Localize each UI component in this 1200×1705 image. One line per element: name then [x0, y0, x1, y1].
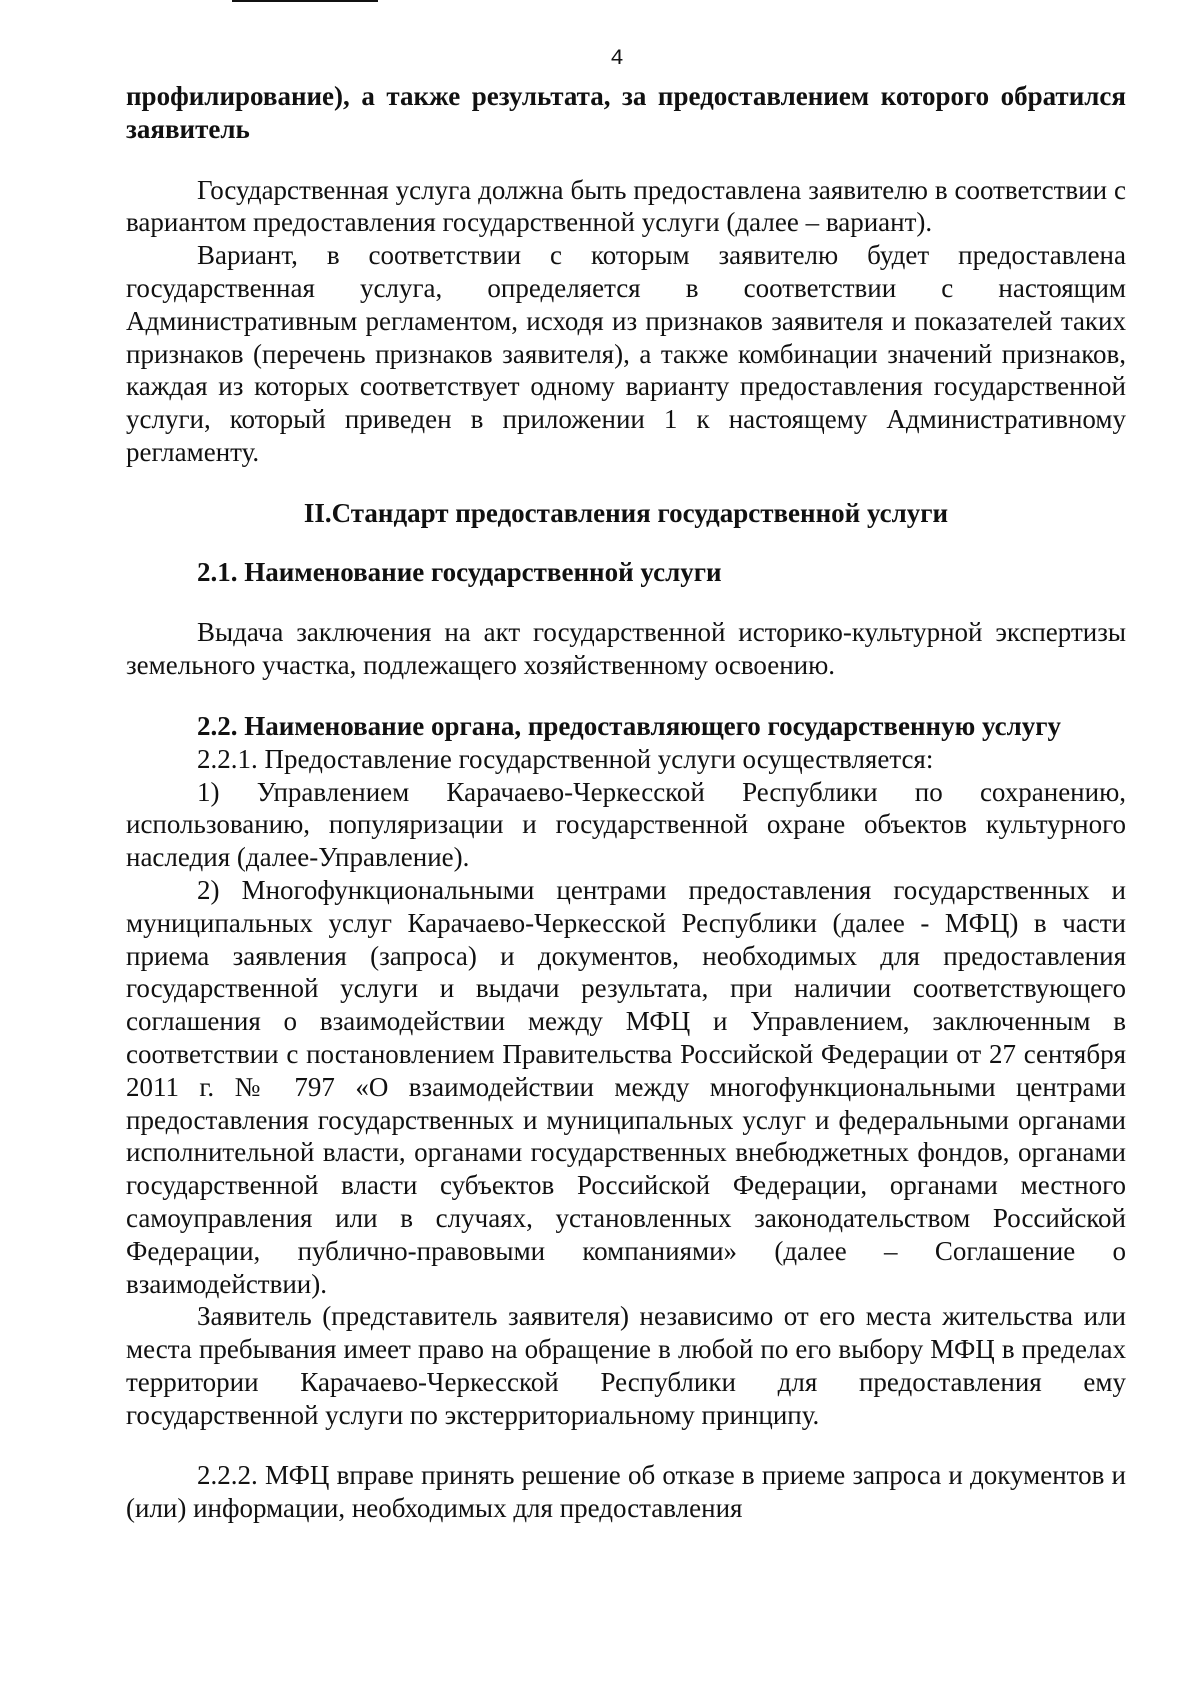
paragraph-2-2-2: 2.2.2. МФЦ вправе принять решение об отказе в приеме запроса и документов и (или) информации, необходимых для предоставления: [126, 1460, 1126, 1524]
page-number: 4: [610, 46, 624, 71]
paragraph-applicant: Заявитель (представитель заявителя) независимо от его места жительства или места пребывания имеет право на обращение в любой по его выбору МФЦ в пределах территории Карачаево-Черкесской Республики для предоставления ему государственной услуги по экстерриториальному принципу.: [126, 1301, 1126, 1430]
paragraph-2-2-1: 2.2.1. Предоставление государственной услуги осуществляется:: [197, 743, 934, 774]
subsection-2-2-heading: 2.2. Наименование органа, предоставляющего государственную услугу: [197, 710, 1062, 741]
paragraph-variant-2: Вариант, в соответствии с которым заявителю будет предоставлена государственная услуга, определяется в соответствии с настоящим Административным регламентом, исходя из признаков заявителя и показателей таких признаков (перечень признаков заявителя), а также комбинации значений признаков, каждая из которых соответствует одному варианту предоставления государственной услуги, который приведен в приложении 1 к настоящему Административному регламенту.: [126, 240, 1126, 467]
document-page: [126, 80, 1126, 1525]
section-title: II.Стандарт предоставления государственной услуги: [303, 497, 949, 528]
paragraph-2-2-1-item-2: 2) Многофункциональными центрами предоставления государственных и муниципальных услуг Карачаево-Черкесской Республики (далее - МФЦ) в части приема заявления (запроса) и документов, необходимых для предоставления государственной услуги и выдачи результата, при наличии соответствующего соглашения о взаимодействии между МФЦ и Управлением, заключенным в соответствии с постановлением Правительства Российской Федерации от 27 сентября 2011 г. № 797 «О взаимодействии между многофункциональными центрами предоставления государственных и муниципальных услуг и федеральными органами исполнительной власти, органами государственных внебюджетных фондов, органами государственной власти субъектов Российской Федерации, органами местного самоуправления или в случаях, установленных законодательством Российской Федерации, публично-правовыми компаниями» (далее – Соглашение о взаимодействии).: [126, 874, 1126, 1299]
paragraph-2-1: Выдача заключения на акт государственной историко-культурной экспертизы земельного участка, подлежащего хозяйственному освоению.: [126, 617, 1126, 681]
subsection-2-1-heading: 2.1. Наименование государственной услуги: [197, 556, 722, 587]
intro-heading: профилирование), а также результата, за предоставлением которого обратился заявитель: [126, 81, 1126, 144]
paragraph-2-2-1-item-1: 1) Управлением Карачаево-Черкесской Республики по сохранению, использованию, популяризации и государственной охране объектов культурного наследия (далее-Управление).: [126, 776, 1126, 873]
top-rule: [232, 0, 378, 2]
paragraph-variant-1: Государственная услуга должна быть предоставлена заявителю в соответствии с вариантом предоставления государственной услуги (далее – вариант).: [126, 174, 1126, 238]
